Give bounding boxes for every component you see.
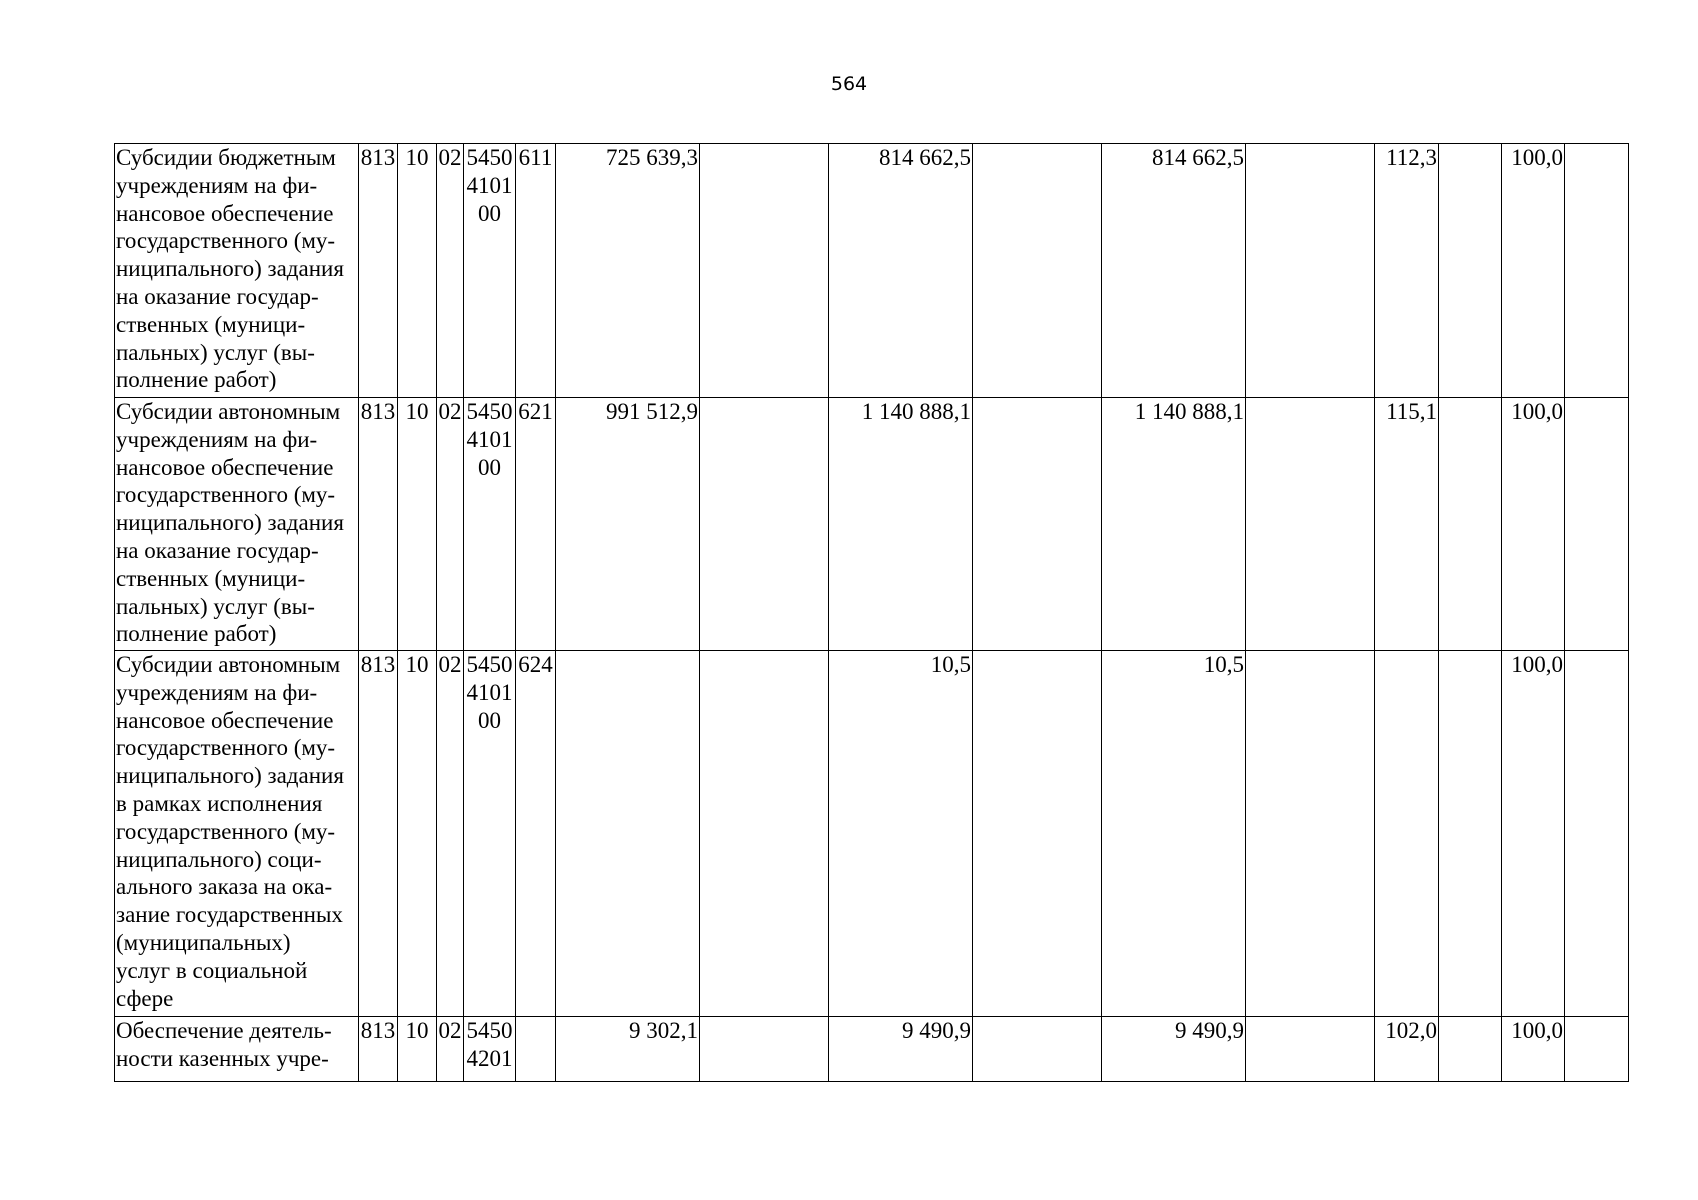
percent-1-cell: 112,3	[1375, 144, 1439, 398]
target-article-line: 5450	[466, 145, 513, 170]
row-name-line: ального заказа на ока-	[116, 874, 333, 900]
row-name-cell	[115, 398, 359, 651]
empty-cell	[1565, 144, 1629, 398]
value-1-cell	[556, 651, 700, 1017]
empty-cell	[700, 144, 829, 398]
row-name-line: ственных (муници-	[116, 565, 306, 591]
percent-2-cell: 100,0	[1502, 651, 1565, 1017]
percent-2-cell: 100,0	[1502, 144, 1565, 398]
percent-1-cell	[1375, 651, 1439, 1017]
empty-cell	[1246, 651, 1375, 1017]
row-name-line: Обеспечение деятель-	[116, 1018, 332, 1043]
row-name-line: сфере	[116, 985, 174, 1011]
table-row	[115, 651, 1629, 1017]
empty-cell	[700, 651, 829, 1017]
empty-cell	[1565, 651, 1629, 1017]
empty-cell	[973, 144, 1102, 398]
expense-type-cell: 624	[516, 651, 556, 1017]
row-name-line: на оказание государ-	[116, 283, 319, 309]
value-3-cell: 10,5	[1102, 651, 1246, 1017]
row-name-line: полнение работ)	[116, 367, 277, 393]
target-article-line: 4201	[466, 1045, 513, 1071]
value-3-cell: 9 490,9	[1102, 1017, 1246, 1082]
row-name-line: государственного (му-	[116, 818, 336, 844]
target-article-line: 00	[478, 454, 501, 480]
row-name-cell	[115, 651, 359, 1017]
value-1-cell: 9 302,1	[556, 1017, 700, 1082]
row-name-line: услуг в социальной	[116, 957, 308, 983]
empty-cell	[1565, 398, 1629, 651]
empty-cell	[700, 398, 829, 651]
expense-type-cell	[516, 1017, 556, 1082]
row-name-line: нансовое обеспечение	[116, 454, 334, 480]
row-name-line: нансовое обеспечение	[116, 200, 334, 226]
table-body	[115, 144, 1629, 1082]
value-2-cell: 1 140 888,1	[829, 398, 973, 651]
subsection-code-cell: 02	[437, 1017, 464, 1082]
row-name-line: государственного (му-	[116, 735, 336, 761]
expense-type-cell: 611	[516, 144, 556, 398]
empty-cell	[1565, 1017, 1629, 1082]
target-article-line: 4101	[466, 426, 513, 452]
empty-cell	[1439, 144, 1502, 398]
section-code-cell: 10	[398, 1017, 437, 1082]
subsection-code-cell: 02	[437, 144, 464, 398]
row-name-line: государственного (му-	[116, 482, 336, 508]
empty-cell	[1439, 651, 1502, 1017]
target-article-line: 5450	[466, 399, 513, 424]
row-name-cell	[115, 144, 359, 398]
row-name-line: учреждениям на фи-	[116, 426, 318, 452]
target-article-line: 00	[478, 707, 501, 733]
row-name-line: нансовое обеспечение	[116, 707, 334, 733]
row-name-line: полнение работ)	[116, 621, 277, 647]
row-name-line: пальных) услуг (вы-	[116, 593, 315, 619]
target-article-line: 5450	[466, 652, 513, 677]
page-number: 564	[830, 73, 868, 95]
subsection-code-cell: 02	[437, 651, 464, 1017]
value-1-cell: 991 512,9	[556, 398, 700, 651]
row-name-line: Субсидии автономным	[116, 652, 341, 677]
target-article-cell	[464, 398, 516, 651]
percent-2-cell: 100,0	[1502, 398, 1565, 651]
empty-cell	[1439, 398, 1502, 651]
percent-1-cell: 115,1	[1375, 398, 1439, 651]
empty-cell	[1246, 144, 1375, 398]
target-article-line: 00	[478, 200, 501, 226]
empty-cell	[973, 1017, 1102, 1082]
row-name-line: ниципального) задания	[116, 510, 344, 536]
section-code-cell: 10	[398, 144, 437, 398]
value-1-cell: 725 639,3	[556, 144, 700, 398]
target-article-line: 4101	[466, 172, 513, 198]
value-3-cell: 1 140 888,1	[1102, 398, 1246, 651]
ministry-code-cell: 813	[359, 144, 398, 398]
percent-1-cell: 102,0	[1375, 1017, 1439, 1082]
target-article-cell	[464, 651, 516, 1017]
row-name-line: ниципального) соци-	[116, 846, 322, 872]
row-name-line: в рамках исполнения	[116, 790, 323, 816]
value-3-cell: 814 662,5	[1102, 144, 1246, 398]
row-name-line: учреждениям на фи-	[116, 172, 318, 198]
row-name-line: ниципального) задания	[116, 763, 344, 789]
percent-2-cell: 100,0	[1502, 1017, 1565, 1082]
row-name-line: ности казенных учре-	[116, 1045, 329, 1071]
target-article-cell	[464, 144, 516, 398]
empty-cell	[973, 651, 1102, 1017]
row-name-line: на оказание государ-	[116, 537, 319, 563]
table-row	[115, 144, 1629, 398]
row-name-line: государственного (му-	[116, 228, 336, 254]
value-2-cell: 814 662,5	[829, 144, 973, 398]
row-name-line: (муниципальных)	[116, 929, 291, 955]
ministry-code-cell: 813	[359, 1017, 398, 1082]
empty-cell	[700, 1017, 829, 1082]
empty-cell	[973, 398, 1102, 651]
row-name-line: ственных (муници-	[116, 311, 306, 337]
value-2-cell: 10,5	[829, 651, 973, 1017]
row-name-line: Субсидии бюджетным	[116, 145, 336, 170]
empty-cell	[1246, 1017, 1375, 1082]
target-article-cell	[464, 1017, 516, 1082]
row-name-cell	[115, 1017, 359, 1082]
subsection-code-cell: 02	[437, 398, 464, 651]
row-name-line: Субсидии автономным	[116, 399, 341, 424]
ministry-code-cell: 813	[359, 651, 398, 1017]
empty-cell	[1439, 1017, 1502, 1082]
row-name-line: зание государственных	[116, 902, 343, 928]
ministry-code-cell: 813	[359, 398, 398, 651]
row-name-line: учреждениям на фи-	[116, 679, 318, 705]
table-row	[115, 1017, 1629, 1082]
empty-cell	[1246, 398, 1375, 651]
row-name-line: пальных) услуг (вы-	[116, 339, 315, 365]
table-row	[115, 398, 1629, 651]
section-code-cell: 10	[398, 651, 437, 1017]
target-article-line: 5450	[466, 1018, 513, 1043]
expense-type-cell: 621	[516, 398, 556, 651]
value-2-cell: 9 490,9	[829, 1017, 973, 1082]
row-name-line: ниципального) задания	[116, 256, 344, 282]
section-code-cell: 10	[398, 398, 437, 651]
budget-table	[114, 143, 1629, 1082]
target-article-line: 4101	[466, 679, 513, 705]
